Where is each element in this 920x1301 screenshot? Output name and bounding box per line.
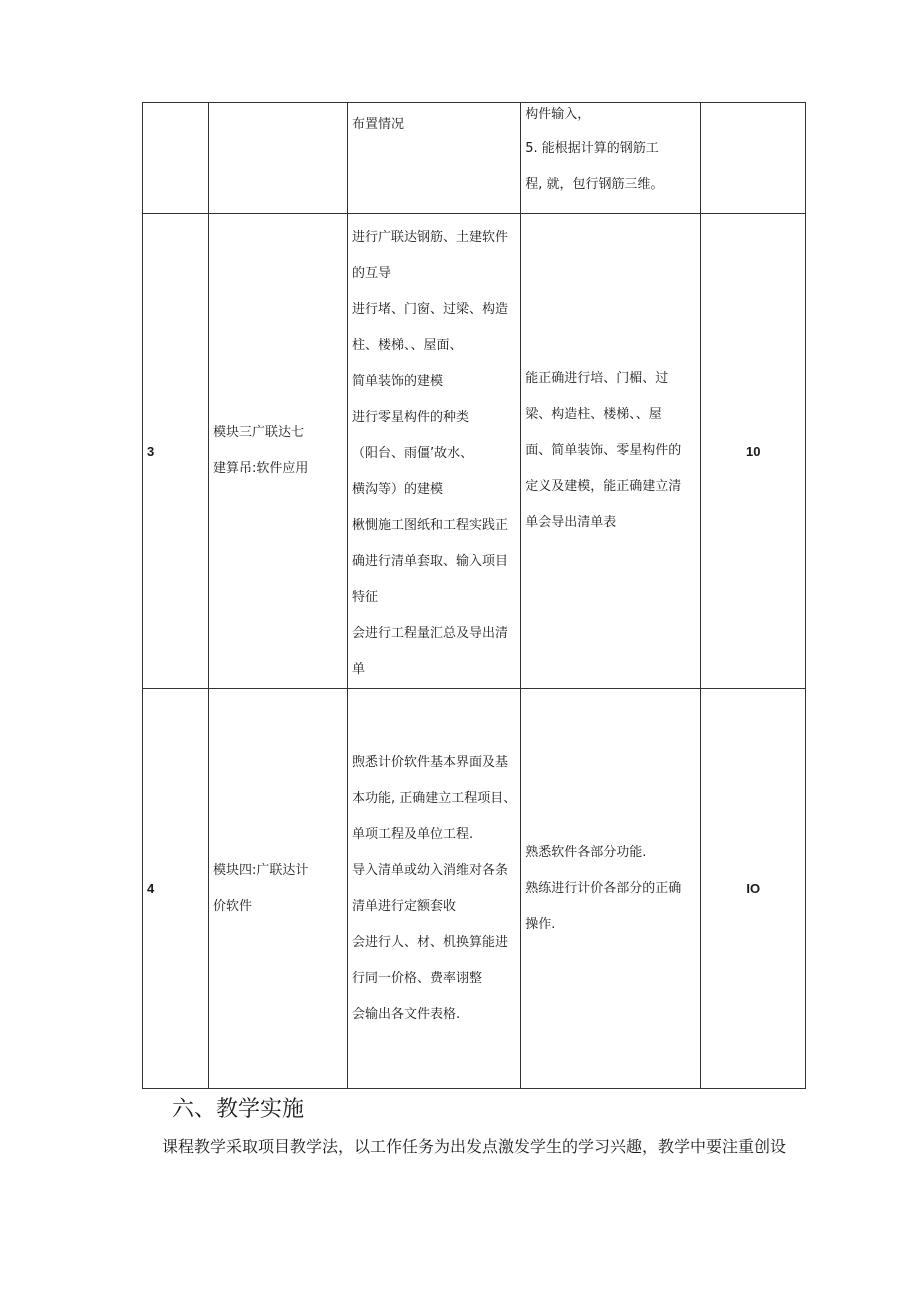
content-line: 煦悉计价软件基本界面及基 [352, 754, 509, 770]
requirement-line: 梁、构造柱、楼梯、、屋 [525, 407, 662, 422]
content-line: 的互导 [352, 266, 392, 281]
cell-content [348, 689, 521, 1089]
table-row-4 [143, 689, 806, 1089]
requirement-line: 程, 就，包行钢筋三维。 [525, 177, 664, 192]
requirement-line: 面、简单装饰、零星构件的 [525, 443, 682, 458]
requirement-line: 操作. [525, 916, 556, 932]
content-line: 会进行工程量汇总及导出清 [352, 626, 509, 641]
content-line: 柱、楼梯、、屋面、 [352, 338, 463, 353]
cell-requirement [521, 214, 701, 689]
module-line: 价软件 [213, 898, 253, 914]
content-line: 横沟等）的建模 [352, 482, 444, 497]
content-line: 会进行人、材、机换算能进 [352, 934, 509, 950]
content-line: 进行零星构件的种类 [352, 410, 470, 425]
content-line: 确进行清单套取、输入项目 [352, 554, 509, 569]
section-paragraph: 课程教学采取项目教学法，以工作任务为出发点激发学生的学习兴趣，教学中要注重创设 [162, 1137, 787, 1156]
requirement-line: 单会导出清单表 [525, 515, 617, 530]
content-line: 清单进行定额套收 [352, 898, 457, 914]
requirement-line: 构件输入， [525, 107, 591, 122]
course-module-table [142, 102, 806, 1089]
cell-content [348, 103, 521, 214]
table-row-continued [143, 103, 806, 214]
requirement-line: 熟练进行计价各部分的正确 [525, 880, 682, 896]
cell-module [209, 689, 348, 1089]
content-line: 单 [352, 662, 366, 677]
section-heading: 六、教学实施 [172, 1097, 305, 1122]
content-line: 进行广联达钢筋、土建软件 [352, 230, 509, 245]
module-line: 建算吊:软件应用 [213, 461, 309, 476]
content-line: 简单装饰的建模 [352, 374, 444, 389]
cell-module [209, 214, 348, 689]
module-line: 模块四:广联达计 [213, 862, 309, 878]
content-line: 导入清单或幼入消维对各条 [352, 862, 509, 878]
content-line: 单项工程及单位工程. [352, 826, 474, 842]
requirement-line: 熟悉软件各部分功能. [525, 844, 647, 860]
content-line: 特征 [352, 590, 379, 605]
content-line: 本功能, 正确建立工程项目、 [352, 790, 517, 806]
requirement-line: 定义及建模，能正确建立清 [525, 479, 682, 494]
cell-no: 3 [143, 214, 209, 689]
module-line: 模块三广联达七 [213, 425, 305, 440]
content-line: （阳台、雨僵’故水、 [352, 446, 474, 461]
cell-score: IO [701, 689, 806, 1089]
content-line: 行同一价格、费率诩整 [352, 970, 483, 986]
cell-requirement [521, 689, 701, 1089]
table-row-3 [143, 214, 806, 689]
cell-content [348, 214, 521, 689]
requirement-line-text: 5. 能根据计算的钢筋工 [525, 141, 659, 156]
cell-score [701, 103, 806, 214]
cell-score: 10 [701, 214, 806, 689]
content-line: 进行堵、门窗、过梁、构造 [352, 302, 509, 317]
requirement-line: 能正确进行培、门楣、过 [525, 371, 669, 386]
cell-module [209, 103, 348, 214]
cell-no [143, 103, 209, 214]
cell-no: 4 [143, 689, 209, 1089]
content-line: 会输出各文件表格. [352, 1006, 461, 1022]
requirement-line [525, 131, 696, 167]
cell-requirement [521, 103, 701, 214]
content-line: 楸惻施工图纸和工程实践正 [352, 518, 509, 533]
content-line: 布置情况 [352, 117, 405, 132]
